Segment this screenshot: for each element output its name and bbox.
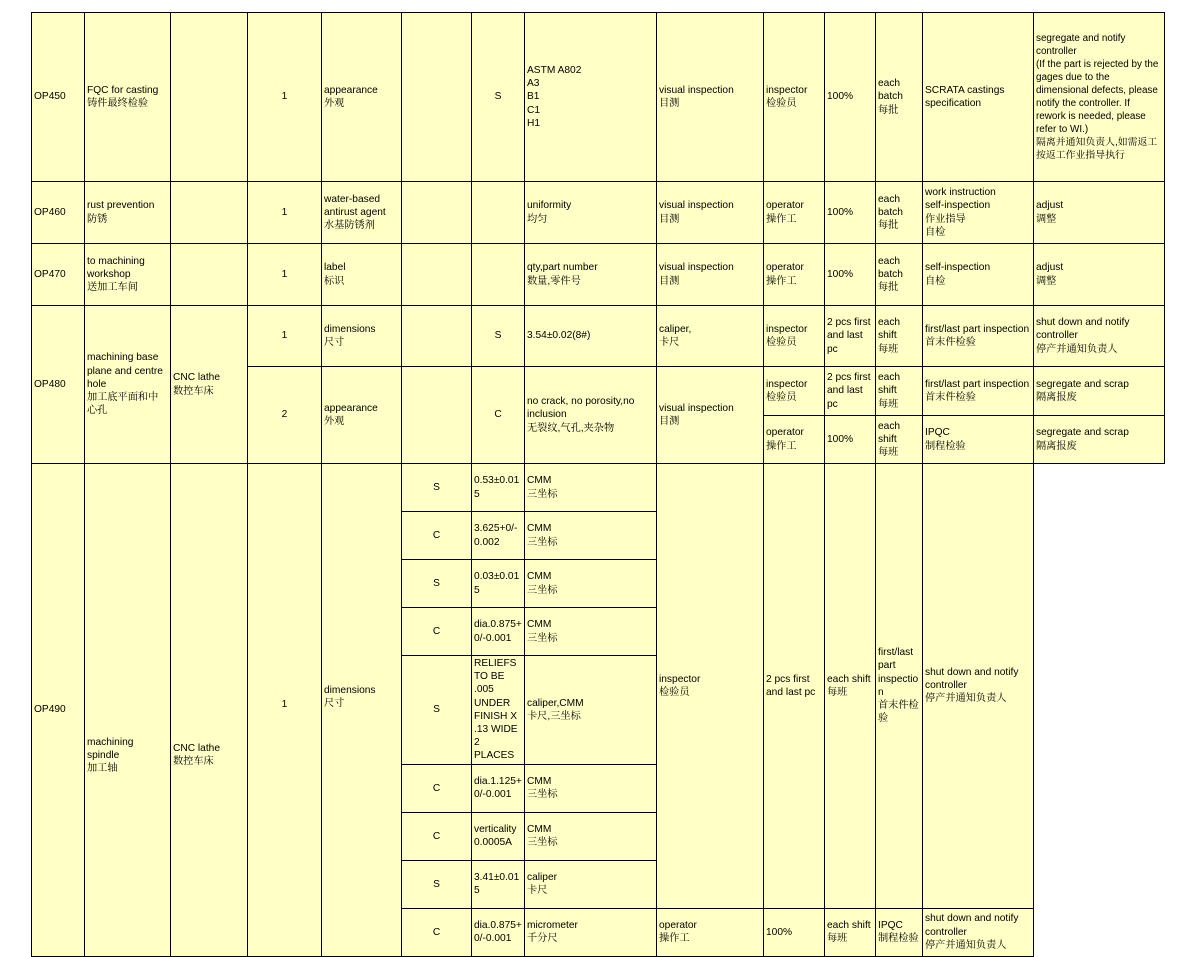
inspector-role: inspector 检验员 xyxy=(764,13,825,182)
evaluation-method: caliper,CMM 卡尺,三坐标 xyxy=(525,656,657,765)
op-number: OP470 xyxy=(32,244,85,306)
specification: 3.54±0.02(8#) xyxy=(525,306,657,367)
evaluation-method: CMM 三坐标 xyxy=(525,764,657,812)
op-number: OP480 xyxy=(32,306,85,464)
special-class: C xyxy=(402,608,472,656)
sample-frequency: each shift 每班 xyxy=(876,416,923,464)
special-class: S xyxy=(402,560,472,608)
special-class xyxy=(472,244,525,306)
specification: 3.41±0.015 xyxy=(472,860,525,908)
control-method: IPQC 制程检验 xyxy=(923,416,1034,464)
control-method: first/last part inspection 首末件检验 xyxy=(876,464,923,909)
reaction-plan: shut down and notify controller 停产并通知负责人 xyxy=(923,464,1034,909)
specification: no crack, no porosity,no inclusion 无裂纹,气孔,夹杂物 xyxy=(525,367,657,464)
control-method: first/last part inspection 首末件检验 xyxy=(923,306,1034,367)
item-no: 1 xyxy=(248,244,322,306)
machine xyxy=(171,244,248,306)
sample-size: 100% xyxy=(764,908,825,956)
item-no: 1 xyxy=(248,464,322,957)
sample-size: 2 pcs first and last pc xyxy=(764,464,825,909)
product-characteristic: appearance 外观 xyxy=(322,367,402,464)
evaluation-method: micrometer 千分尺 xyxy=(525,908,657,956)
inspector-role: operator 操作工 xyxy=(764,416,825,464)
inspector-role: operator 操作工 xyxy=(657,908,764,956)
product-characteristic: dimensions 尺寸 xyxy=(322,306,402,367)
machine: CNC lathe 数控车床 xyxy=(171,306,248,464)
sample-size: 100% xyxy=(825,416,876,464)
machine xyxy=(171,182,248,244)
reaction-plan: segregate and scrap 隔离报废 xyxy=(1034,367,1165,416)
control-plan-table xyxy=(31,12,1165,957)
reaction-plan: adjust 调整 xyxy=(1034,244,1165,306)
table-row xyxy=(32,464,1165,512)
table-row xyxy=(32,182,1165,244)
evaluation-method: CMM 三坐标 xyxy=(525,812,657,860)
sample-frequency: each batch 每批 xyxy=(876,182,923,244)
inspector-role: inspector 检验员 xyxy=(764,367,825,416)
item-no: 1 xyxy=(248,182,322,244)
sample-frequency: each batch 每批 xyxy=(876,244,923,306)
control-plan-sheet xyxy=(31,12,1165,957)
process-name: machining spindle 加工轴 xyxy=(85,464,171,957)
reaction-plan: shut down and notify controller 停产并通知负责人 xyxy=(923,908,1034,956)
product-characteristic: label 标识 xyxy=(322,244,402,306)
special-class: S xyxy=(402,860,472,908)
item-no: 1 xyxy=(248,306,322,367)
reaction-plan: segregate and scrap 隔离报废 xyxy=(1034,416,1165,464)
sample-size: 100% xyxy=(825,13,876,182)
process-name: machining base plane and centre hole 加工底平面和中心孔 xyxy=(85,306,171,464)
special-class: S xyxy=(402,656,472,765)
process-name: to machining workshop 送加工车间 xyxy=(85,244,171,306)
specification: uniformity 均匀 xyxy=(525,182,657,244)
reaction-plan: shut down and notify controller 停产并通知负责人 xyxy=(1034,306,1165,367)
sample-size: 2 pcs first and last pc xyxy=(825,306,876,367)
specification: dia.0.875+0/-0.001 xyxy=(472,608,525,656)
item-no: 1 xyxy=(248,13,322,182)
inspector-role: inspector 检验员 xyxy=(657,464,764,909)
table-row xyxy=(32,13,1165,182)
specification: 0.53±0.015 xyxy=(472,464,525,512)
specification: ASTM A802 A3 B1 C1 H1 xyxy=(525,13,657,182)
special-class xyxy=(472,182,525,244)
sample-frequency: each shift 每班 xyxy=(825,464,876,909)
sample-frequency: each shift 每班 xyxy=(825,908,876,956)
item-no: 2 xyxy=(248,367,322,464)
control-method: IPQC 制程检验 xyxy=(876,908,923,956)
specification: 3.625+0/-0.002 xyxy=(472,512,525,560)
sample-frequency: each shift 每班 xyxy=(876,306,923,367)
table-row xyxy=(32,244,1165,306)
evaluation-method: visual inspection 目测 xyxy=(657,13,764,182)
special-class: C xyxy=(402,908,472,956)
specification: RELIEFS TO BE .005 UNDER FINISH X .13 WIDE 2 PLACES xyxy=(472,656,525,765)
evaluation-method: CMM 三坐标 xyxy=(525,608,657,656)
special-class: C xyxy=(402,764,472,812)
product-characteristic: dimensions 尺寸 xyxy=(322,464,402,957)
sample-frequency: each shift 每班 xyxy=(876,367,923,416)
op-number: OP490 xyxy=(32,464,85,957)
process-name: FQC for casting 铸件最终检验 xyxy=(85,13,171,182)
process-characteristic xyxy=(402,182,472,244)
special-class: S xyxy=(472,306,525,367)
process-characteristic xyxy=(402,306,472,367)
process-characteristic xyxy=(402,244,472,306)
evaluation-method: caliper 卡尺 xyxy=(525,860,657,908)
reaction-plan: segregate and notify controller (If the part is rejected by the gages due to the dimensional defects, please notify the controller. If rework is needed, please refer to WI.) 隔离并通知负责人,如需返工按返工作业指导执行 xyxy=(1034,13,1165,182)
specification: qty,part number 数量,零件号 xyxy=(525,244,657,306)
process-name: rust prevention 防锈 xyxy=(85,182,171,244)
evaluation-method: CMM 三坐标 xyxy=(525,512,657,560)
reaction-plan: adjust 调整 xyxy=(1034,182,1165,244)
evaluation-method: caliper, 卡尺 xyxy=(657,306,764,367)
product-characteristic: appearance 外观 xyxy=(322,13,402,182)
specification: verticality 0.0005A xyxy=(472,812,525,860)
sample-size: 100% xyxy=(825,244,876,306)
evaluation-method: CMM 三坐标 xyxy=(525,464,657,512)
specification: dia.0.875+0/-0.001 xyxy=(472,908,525,956)
inspector-role: operator 操作工 xyxy=(764,244,825,306)
sample-frequency: each batch 每批 xyxy=(876,13,923,182)
control-method: self-inspection 自检 xyxy=(923,244,1034,306)
special-class: C xyxy=(402,812,472,860)
inspector-role: inspector 检验员 xyxy=(764,306,825,367)
inspector-role: operator 操作工 xyxy=(764,182,825,244)
special-class: C xyxy=(402,512,472,560)
control-method: work instruction self-inspection 作业指导 自检 xyxy=(923,182,1034,244)
table-row xyxy=(32,306,1165,367)
op-number: OP450 xyxy=(32,13,85,182)
machine xyxy=(171,13,248,182)
product-characteristic: water-based antirust agent 水基防锈剂 xyxy=(322,182,402,244)
evaluation-method: visual inspection 目测 xyxy=(657,182,764,244)
evaluation-method: CMM 三坐标 xyxy=(525,560,657,608)
op-number: OP460 xyxy=(32,182,85,244)
special-class: C xyxy=(472,367,525,464)
sample-size: 100% xyxy=(825,182,876,244)
evaluation-method: visual inspection 目测 xyxy=(657,244,764,306)
sample-size: 2 pcs first and last pc xyxy=(825,367,876,416)
specification: dia.1.125+0/-0.001 xyxy=(472,764,525,812)
specification: 0.03±0.015 xyxy=(472,560,525,608)
special-class: S xyxy=(472,13,525,182)
control-method: first/last part inspection 首末件检验 xyxy=(923,367,1034,416)
machine: CNC lathe 数控车床 xyxy=(171,464,248,957)
special-class: S xyxy=(402,464,472,512)
process-characteristic xyxy=(402,367,472,464)
control-method: SCRATA castings specification xyxy=(923,13,1034,182)
process-characteristic xyxy=(402,13,472,182)
evaluation-method: visual inspection 目测 xyxy=(657,367,764,464)
